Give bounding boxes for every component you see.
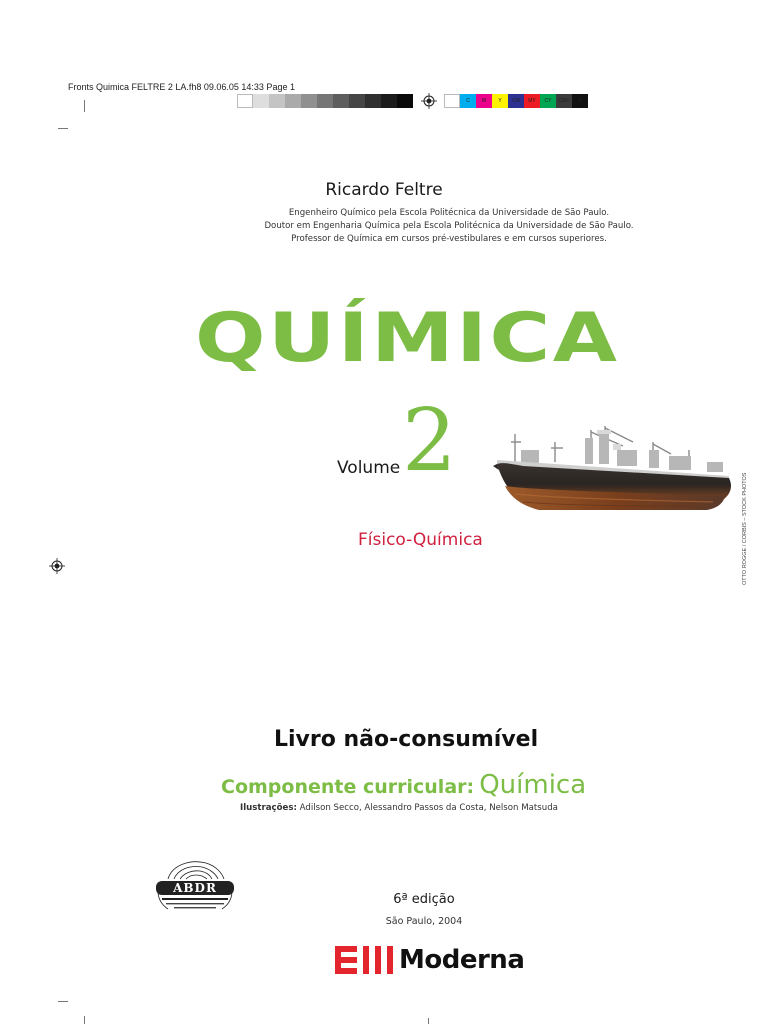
curricular-component-label: Componente curricular: bbox=[221, 776, 475, 798]
volume-label: Volume bbox=[337, 458, 401, 478]
print-slug: Fronts Quimica FELTRE 2 LA.fh8 09.06.05 14:33 Page 1 bbox=[68, 82, 295, 92]
gray-swatch bbox=[269, 94, 285, 108]
gray-calibration-strip bbox=[237, 94, 413, 108]
photo-credit bbox=[742, 435, 752, 585]
author-name: Ricardo Feltre bbox=[325, 180, 443, 200]
gray-swatch bbox=[253, 94, 269, 108]
cargo-ship-image bbox=[493, 420, 741, 520]
color-swatch: CM bbox=[508, 94, 524, 108]
color-calibration-strip bbox=[444, 94, 588, 108]
publisher-name: Moderna bbox=[399, 945, 525, 975]
color-swatch: Y bbox=[492, 94, 508, 108]
crop-mark bbox=[428, 1018, 429, 1024]
book-title: QUÍMICA bbox=[195, 299, 620, 378]
color-swatch: K bbox=[572, 94, 588, 108]
photo-credit-text: OTTO ROGGE / CORBIS – STOCK PHOTOS bbox=[742, 472, 748, 585]
credential-line: Professor de Química em cursos pré-vestibulares e em cursos superiores. bbox=[291, 234, 607, 244]
volume-number: 2 bbox=[402, 391, 457, 491]
book-type-label: Livro não-consumível bbox=[274, 727, 539, 752]
abdr-logo bbox=[150, 855, 240, 919]
color-swatch: C bbox=[460, 94, 476, 108]
crop-mark bbox=[58, 128, 68, 129]
gray-swatch bbox=[237, 94, 253, 108]
illustrators-names: Adilson Secco, Alessandro Passos da Costa, Nelson Matsuda bbox=[296, 803, 558, 813]
gray-swatch bbox=[381, 94, 397, 108]
crop-mark bbox=[84, 100, 85, 112]
subject-title: Físico-Química bbox=[358, 530, 483, 550]
gray-swatch bbox=[333, 94, 349, 108]
publisher-logo bbox=[335, 945, 524, 975]
illustrators-label: Ilustrações: bbox=[240, 803, 297, 813]
gray-swatch bbox=[349, 94, 365, 108]
moderna-logo-icon bbox=[335, 946, 393, 974]
gray-swatch bbox=[301, 94, 317, 108]
color-swatch: CY bbox=[540, 94, 556, 108]
gray-swatch bbox=[365, 94, 381, 108]
color-swatch: M bbox=[476, 94, 492, 108]
color-swatch bbox=[444, 94, 460, 108]
credential-line: Engenheiro Químico pela Escola Politécnica da Universidade de São Paulo. bbox=[288, 208, 610, 218]
crop-mark bbox=[84, 1016, 85, 1024]
gray-swatch bbox=[285, 94, 301, 108]
author-credentials bbox=[0, 207, 768, 246]
gray-swatch bbox=[397, 94, 413, 108]
color-swatch: MY bbox=[524, 94, 540, 108]
crop-mark bbox=[58, 1001, 68, 1002]
illustrators-credit bbox=[240, 803, 558, 813]
registration-mark-icon bbox=[421, 93, 437, 109]
color-swatch: CMY bbox=[556, 94, 572, 108]
curricular-component bbox=[221, 770, 586, 800]
credential-line: Doutor em Engenharia Química pela Escola Politécnica da Universidade de São Paulo. bbox=[264, 221, 634, 231]
edition: 6ª edição bbox=[393, 892, 455, 907]
abdr-logo-text: ABDR bbox=[173, 881, 217, 895]
registration-mark-icon bbox=[49, 558, 65, 574]
curricular-component-value: Química bbox=[479, 770, 587, 800]
gray-swatch bbox=[317, 94, 333, 108]
publication-place-year: São Paulo, 2004 bbox=[385, 916, 463, 927]
